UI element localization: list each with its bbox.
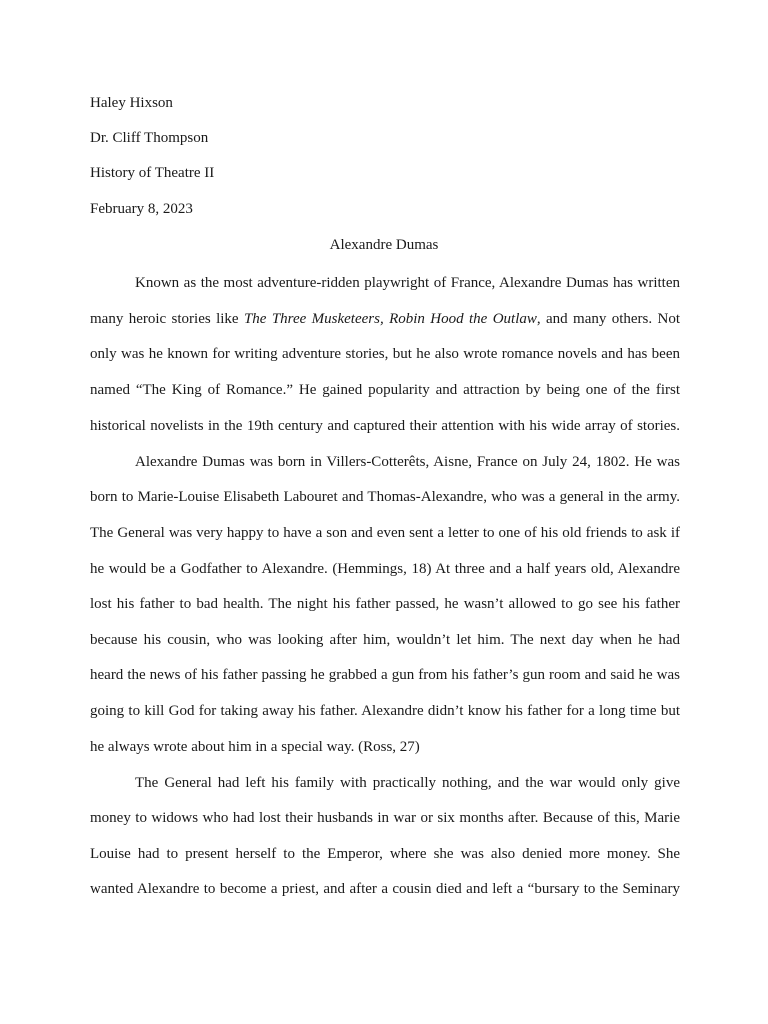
paragraph-line: he always wrote about him in a special way. (Ross, 27) — [90, 739, 420, 755]
paragraph-line: named “The King of Romance.” He gained popularity and attraction by being one of the first — [90, 382, 680, 398]
paragraph-line: because his cousin, who was looking after him, wouldn’t let him. The next day when he had — [90, 632, 680, 648]
paragraph-line: historical novelists in the 19th century and captured their attention with his wide array of stories. — [90, 418, 680, 434]
paragraph-line — [90, 310, 680, 328]
paragraph-line: Known as the most adventure-ridden playwright of France, Alexandre Dumas has written — [135, 275, 680, 291]
paragraph-line: The General had left his family with practically nothing, and the war would only give — [135, 775, 680, 791]
paragraph-line: heard the news of his father passing he grabbed a gun from his father’s gun room and said he was — [90, 667, 680, 683]
paragraph-line: going to kill God for taking away his father. Alexandre didn’t know his father for a long time but — [90, 703, 680, 719]
paragraph-line: Louise had to present herself to the Emperor, where she was also denied more money. She — [90, 846, 680, 862]
paragraph-line: money to widows who had lost their husbands in war or six months after. Because of this, Marie — [90, 810, 680, 826]
paragraph-line: born to Marie-Louise Elisabeth Labouret and Thomas-Alexandre, who was a general in the army. — [90, 489, 680, 505]
paragraph-line: wanted Alexandre to become a priest, and after a cousin died and left a “bursary to the Seminary — [90, 881, 680, 897]
author-name: Haley Hixson — [90, 95, 173, 111]
instructor-name: Dr. Cliff Thompson — [90, 130, 209, 146]
page-title: Alexandre Dumas — [329, 237, 439, 253]
paragraph-line: Alexandre Dumas was born in Villers-Cotterêts, Aisne, France on July 24, 1802. He was — [135, 454, 680, 470]
paragraph-line: The General was very happy to have a son and even sent a letter to one of his old friends to ask if — [90, 525, 680, 541]
paragraph-line: he would be a Godfather to Alexandre. (Hemmings, 18) At three and a half years old, Alexandre — [90, 561, 680, 577]
paragraph-line: only was he known for writing adventure stories, but he also wrote romance novels and has been — [90, 346, 680, 362]
course-name: History of Theatre II — [90, 165, 215, 181]
text-run: , and many others. Not — [536, 311, 681, 327]
paragraph-line: lost his father to bad health. The night his father passed, he wasn’t allowed to go see his father — [90, 596, 680, 612]
italic-title-run: The Three Musketeers, Robin Hood the Outlaw — [243, 311, 537, 327]
text-run: many heroic stories like — [90, 311, 244, 327]
date: February 8, 2023 — [90, 201, 193, 217]
